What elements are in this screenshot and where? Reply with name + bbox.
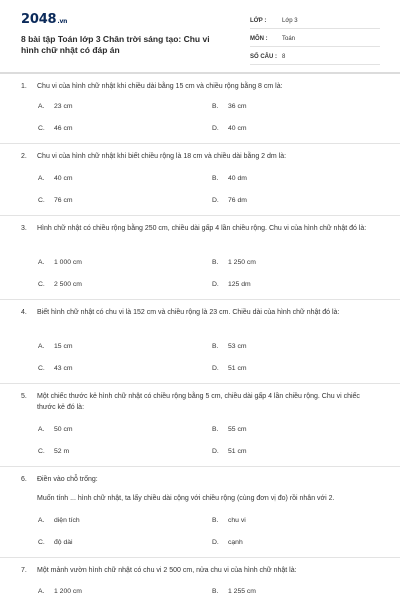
option-text: 51 cm	[228, 365, 247, 372]
question-7	[21, 565, 379, 576]
question-text: Hình chữ nhật có chiều rộng bằng 250 cm, chiều dài gấp 4 lần chiều rộng. Chu vi của hình chữ nhật đó là:	[37, 225, 367, 232]
option-letter: A.	[38, 259, 45, 266]
option-letter: D.	[212, 125, 219, 132]
meta-count	[250, 50, 380, 65]
separator	[0, 466, 400, 467]
option-letter: D.	[212, 448, 219, 455]
option-text: 40 dm	[228, 175, 247, 182]
question-text: Điền vào chỗ trống:	[37, 476, 98, 483]
question-6-subtext	[21, 493, 379, 504]
option-text: cạnh	[228, 539, 243, 546]
option-letter: C.	[38, 197, 45, 204]
option-letter: C.	[38, 365, 45, 372]
meta-subject-label: MÔN :	[250, 36, 268, 42]
option-letter: C.	[38, 448, 45, 455]
question-number: 3.	[21, 225, 27, 232]
option-letter: D.	[212, 281, 219, 288]
meta-class	[250, 14, 380, 29]
question-3	[21, 223, 379, 234]
q4-option-a[interactable]	[38, 343, 73, 350]
option-letter: A.	[38, 343, 45, 350]
option-text: 76 dm	[228, 197, 247, 204]
meta-count-value: 8	[282, 54, 286, 60]
option-letter: C.	[38, 281, 45, 288]
question-subtext: Muốn tính ... hình chữ nhật, ta lấy chiều dài cộng với chiều rộng (cùng đơn vị đo) rồi nhân với 2.	[37, 495, 335, 502]
option-text: 46 cm	[54, 125, 73, 132]
q6-option-a[interactable]	[38, 517, 80, 524]
q2-option-a[interactable]	[38, 175, 73, 182]
q5-option-c[interactable]	[38, 448, 69, 455]
option-text: 36 cm	[228, 103, 247, 110]
option-text: 23 cm	[54, 103, 73, 110]
meta-class-label: LỚP :	[250, 18, 267, 24]
option-letter: B.	[212, 175, 219, 182]
option-text: 15 cm	[54, 343, 73, 350]
separator	[0, 215, 400, 216]
option-text: chu vi	[228, 517, 246, 524]
option-letter: C.	[38, 539, 45, 546]
q6-option-b[interactable]	[212, 517, 246, 524]
option-letter: C.	[38, 125, 45, 132]
q2-option-c[interactable]	[38, 197, 73, 204]
q3-option-c[interactable]	[38, 281, 82, 288]
question-text: Một chiếc thước kẻ hình chữ nhật có chiều rộng bằng 5 cm, chiều dài gấp 4 lần chiều rộng. Chu vi chiếc thước kẻ đó là:	[37, 393, 360, 411]
site-logo[interactable]	[21, 12, 67, 27]
question-text: Một mảnh vườn hình chữ nhật có chu vi 2 500 cm, nửa chu vi của hình chữ nhật là:	[37, 567, 297, 574]
q5-option-b[interactable]	[212, 426, 247, 433]
option-letter: B.	[212, 343, 219, 350]
option-letter: B.	[212, 588, 219, 595]
option-text: 2 500 cm	[54, 281, 82, 288]
question-text: Chu vi của hình chữ nhật khi chiều dài bằng 15 cm và chiều rộng bằng 8 cm là:	[37, 83, 283, 90]
option-letter: D.	[212, 197, 219, 204]
option-letter: B.	[212, 517, 219, 524]
meta-count-label: SỐ CÂU :	[250, 54, 277, 60]
meta-subject	[250, 32, 380, 47]
option-text: diện tích	[54, 517, 80, 524]
q1-option-d[interactable]	[212, 125, 247, 132]
separator	[0, 143, 400, 144]
option-text: 50 cm	[54, 426, 73, 433]
logo-suffix: .vn	[57, 18, 68, 25]
separator	[0, 383, 400, 384]
q4-option-d[interactable]	[212, 365, 247, 372]
option-text: 53 cm	[228, 343, 247, 350]
q4-option-b[interactable]	[212, 343, 247, 350]
option-text: 1 000 cm	[54, 259, 82, 266]
option-letter: B.	[212, 426, 219, 433]
question-number: 4.	[21, 309, 27, 316]
option-text: 55 cm	[228, 426, 247, 433]
separator	[0, 299, 400, 300]
q2-option-b[interactable]	[212, 175, 247, 182]
q5-option-d[interactable]	[212, 448, 247, 455]
question-text: Chu vi của hình chữ nhật khi biết chiều rộng là 18 cm và chiều dài bằng 2 dm là:	[37, 153, 287, 160]
header	[0, 0, 400, 72]
meta-class-value: Lớp 3	[282, 18, 298, 24]
separator	[0, 557, 400, 558]
question-number: 2.	[21, 153, 27, 160]
q3-option-b[interactable]	[212, 259, 256, 266]
option-text: 40 cm	[228, 125, 247, 132]
option-text: 76 cm	[54, 197, 73, 204]
option-letter: B.	[212, 103, 219, 110]
option-letter: D.	[212, 539, 219, 546]
header-divider	[0, 72, 400, 74]
question-6	[21, 474, 379, 485]
question-2	[21, 151, 379, 162]
question-4	[21, 307, 379, 318]
option-letter: D.	[212, 365, 219, 372]
question-1	[21, 81, 379, 92]
option-letter: A.	[38, 588, 45, 595]
option-letter: A.	[38, 103, 45, 110]
q7-option-a[interactable]	[38, 588, 82, 595]
option-text: 1 250 cm	[228, 259, 256, 266]
meta-subject-value: Toán	[282, 36, 296, 42]
q6-option-d[interactable]	[212, 539, 243, 546]
option-text: 52 m	[54, 448, 70, 455]
option-text: 1 200 cm	[54, 588, 82, 595]
question-5	[21, 391, 379, 413]
q1-option-c[interactable]	[38, 125, 73, 132]
q3-option-d[interactable]	[212, 281, 251, 288]
option-letter: A.	[38, 426, 45, 433]
option-letter: A.	[38, 175, 45, 182]
logo-text: 2048	[21, 12, 57, 27]
option-text: 1 255 cm	[228, 588, 256, 595]
q1-option-a[interactable]	[38, 103, 73, 110]
option-letter: A.	[38, 517, 45, 524]
question-number: 6.	[21, 476, 27, 483]
document-title: 8 bài tập Toán lớp 3 Chân trời sáng tạo: Chu vi hình chữ nhật có đáp án	[21, 34, 210, 55]
q4-option-c[interactable]	[38, 365, 73, 372]
option-text: 40 cm	[54, 175, 73, 182]
q6-option-c[interactable]	[38, 539, 73, 546]
question-number: 7.	[21, 567, 27, 574]
q7-option-b[interactable]	[212, 588, 256, 595]
option-text: 51 cm	[228, 448, 247, 455]
option-text: 43 cm	[54, 365, 73, 372]
question-number: 1.	[21, 83, 27, 90]
q1-option-b[interactable]	[212, 103, 247, 110]
q2-option-d[interactable]	[212, 197, 247, 204]
q3-option-a[interactable]	[38, 259, 82, 266]
question-text: Biết hình chữ nhật có chu vi là 152 cm và chiều rộng là 23 cm. Chiều dài của hình chữ nhật đó là:	[37, 309, 340, 316]
option-text: độ dài	[54, 539, 73, 546]
question-number: 5.	[21, 393, 27, 400]
option-text: 125 dm	[228, 281, 251, 288]
option-letter: B.	[212, 259, 219, 266]
meta-info	[250, 14, 380, 68]
q5-option-a[interactable]	[38, 426, 73, 433]
